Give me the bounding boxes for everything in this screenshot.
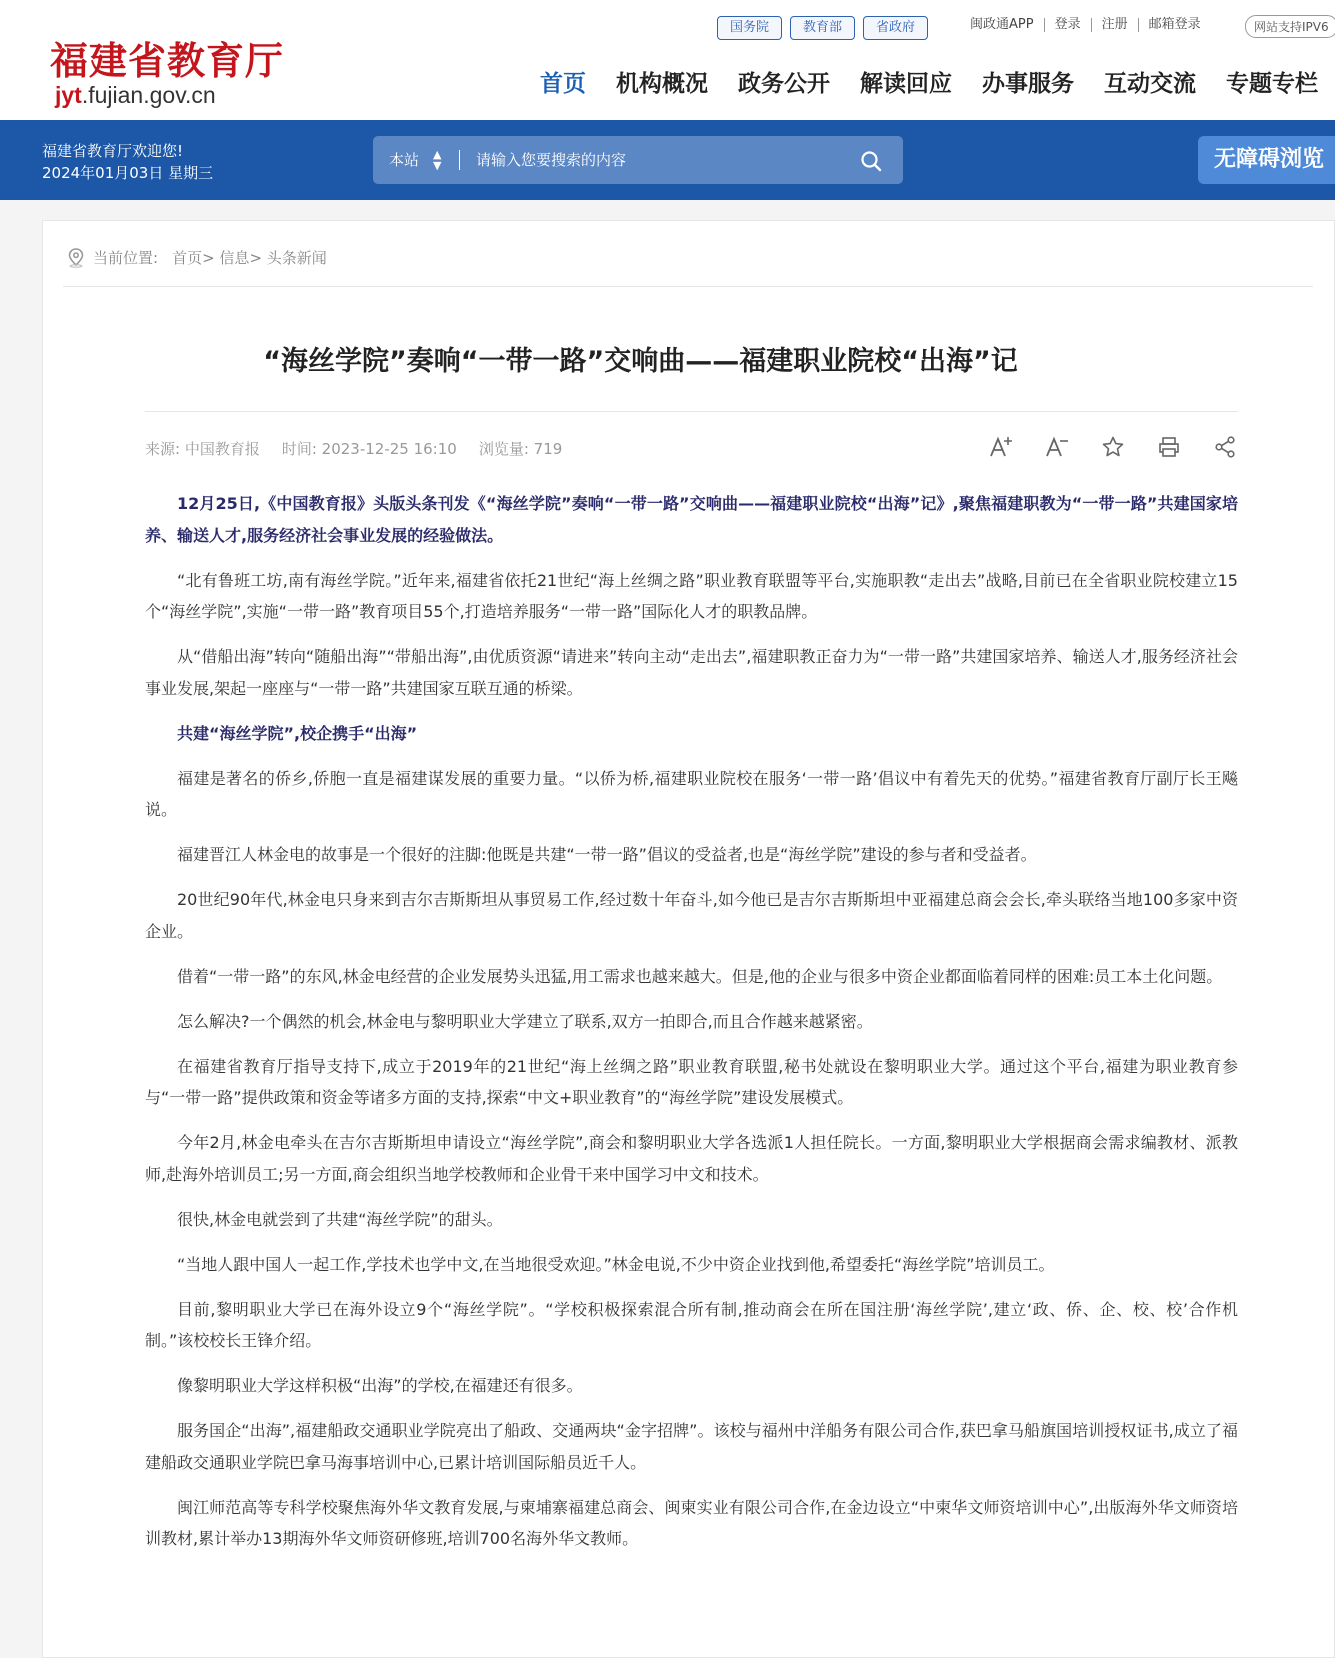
accessibility-button[interactable]: 无障碍浏览 xyxy=(1198,136,1335,184)
article-tools xyxy=(988,434,1238,460)
nav-gov-affairs[interactable]: 政务公开 xyxy=(738,71,830,97)
search-band xyxy=(0,120,1335,200)
article-meta xyxy=(145,438,562,459)
favorite-star-icon[interactable] xyxy=(1100,434,1126,460)
search-box xyxy=(373,136,903,184)
article-paragraph: 20世纪90年代,林金电只身来到吉尔吉斯斯坦从事贸易工作,经过数十年奋斗,如今他已是吉尔吉斯斯坦中亚福建总商会会长,牵头联络当地100多家中资企业。 xyxy=(145,890,1238,941)
article-paragraph: 目前,黎明职业大学已在海外设立9个“海丝学院”。“学校积极探索混合所有制,推动商会在所在国注册‘海丝学院’,建立‘政、侨、企、校、校’合作机制。”该校校长王锋介绍。 xyxy=(145,1299,1238,1350)
search-scope-select[interactable]: 本站 xyxy=(389,151,420,169)
main-nav xyxy=(540,65,1318,98)
nav-home[interactable]: 首页 xyxy=(540,71,586,97)
font-decrease-icon[interactable] xyxy=(1044,434,1070,460)
scope-updown-icon[interactable]: ▲ ▼ xyxy=(433,148,442,172)
article-subheading: 共建“海丝学院”,校企携手“出海” xyxy=(177,723,418,743)
article-paragraph: 今年2月,林金电牵头在吉尔吉斯斯坦申请设立“海丝学院”,商会和黎明职业大学各选派1人担任院长。一方面,黎明职业大学根据商会需求编教材、派教师,赴海外培训员工;另一方面,商会组织当地学校教师和企业骨干来中国学习中文和技术。 xyxy=(145,1133,1238,1184)
article-paragraph: “当地人跟中国人一起工作,学技术也学中文,在当地很受欢迎。”林金电说,不少中资企业找到他,希望委托“海丝学院”培训员工。 xyxy=(177,1254,1055,1274)
welcome-text: 福建省教育厅欢迎您! xyxy=(42,142,184,160)
article-paragraph: 闽江师范高等专科学校聚焦海外华文教育发展,与柬埔寨福建总商会、闽柬实业有限公司合作,在金边设立“中柬华文师资培训中心”,出版海外华文师资培训教材,累计举办13期海外华文师资研修班,培训700名海外华文教师。 xyxy=(145,1497,1238,1548)
breadcrumb-home[interactable]: 首页 xyxy=(172,249,203,267)
search-input[interactable]: 请输入您要搜索的内容 xyxy=(476,151,627,169)
breadcrumb-divider xyxy=(63,286,1313,287)
current-date: 2024年01月03日 星期三 xyxy=(42,164,214,182)
article-paragraph: 像黎明职业大学这样积极“出海”的学校,在福建还有很多。 xyxy=(177,1376,583,1395)
article-paragraph: 借着“一带一路”的东风,林金电经营的企业发展势头迅猛,用工需求也越来越大。但是,他的企业与很多中资企业都面临着同样的困难:员工本土化问题。 xyxy=(177,966,1223,986)
breadcrumb xyxy=(67,247,327,268)
breadcrumb-label: 当前位置: xyxy=(93,249,159,267)
nav-interpretation[interactable]: 解读回应 xyxy=(860,71,952,97)
site-header xyxy=(0,0,1335,120)
article-views: 浏览量: 719 xyxy=(478,440,563,458)
search-divider xyxy=(459,150,460,170)
article-source: 来源: 中国教育报 xyxy=(145,440,260,458)
title-divider xyxy=(145,411,1238,412)
breadcrumb-separator: > xyxy=(249,248,267,267)
ipv6-badge: 网站支持IPV6 xyxy=(1245,15,1335,38)
article-paragraph: 服务国企“出海”,福建船政交通职业学院亮出了船政、交通两块“金字招牌”。该校与福州中洋船务有限公司合作,获巴拿马船旗国培训授权证书,成立了福建船政交通职业学院巴拿马海事培训中心,已累计培训国际船员近千人。 xyxy=(145,1421,1238,1472)
article-paragraph: 福建是著名的侨乡,侨胞一直是福建谋发展的重要力量。“以侨为桥,福建职业院校在服务‘一带一路’倡议中有着先天的优势。”福建省教育厅副厅长王飚说。 xyxy=(145,768,1238,819)
welcome-block xyxy=(42,140,213,184)
gov-links xyxy=(717,16,928,40)
site-domain: jyt.fujian.gov.cn xyxy=(55,82,216,108)
location-pin-icon xyxy=(67,248,85,268)
login-link[interactable]: 登录 xyxy=(1045,18,1092,32)
article-paragraph: “北有鲁班工坊,南有海丝学院。”近年来,福建省依托21世纪“海上丝绸之路”职业教育联盟等平台,实施职教“走出去”战略,目前已在全省职业院校建立15个“海丝学院”,实施“一带一路”教育项目55个,打造培养服务“一带一路”国际化人才的职教品牌。 xyxy=(145,570,1238,621)
print-icon[interactable] xyxy=(1156,434,1182,460)
gov-link-moe[interactable]: 教育部 xyxy=(790,16,855,40)
breadcrumb-headline[interactable]: 头条新闻 xyxy=(266,249,327,267)
nav-interaction[interactable]: 互动交流 xyxy=(1104,71,1196,97)
mail-login-link[interactable]: 邮箱登录 xyxy=(1148,17,1201,32)
article-paragraph: 在福建省教育厅指导支持下,成立于2019年的21世纪“海上丝绸之路”职业教育联盟,秘书处就设在黎明职业大学。通过这个平台,福建为职业教育参与“一带一路”提供政策和资金等诸多方面的支持,探索“中文+职业教育”的“海丝学院”建设发展模式。 xyxy=(145,1056,1238,1107)
top-links xyxy=(960,18,1211,32)
article-paragraph: 从“借船出海”转向“随船出海”“带船出海”,由优质资源“请进来”转向主动“走出去”,福建职教正奋力为“一带一路”共建国家培养、输送人才,服务经济社会事业发展,架起一座座与“一带一路”共建国家互联互通的桥梁。 xyxy=(145,647,1238,698)
search-icon[interactable] xyxy=(859,149,883,173)
article-body xyxy=(145,488,1238,1568)
breadcrumb-info[interactable]: 信息 xyxy=(219,249,250,267)
article-time: 时间: 2023-12-25 16:10 xyxy=(281,440,457,458)
mzt-app-link[interactable]: 闽政通APP xyxy=(960,18,1045,32)
register-link[interactable]: 注册 xyxy=(1092,18,1139,32)
article-lead-paragraph: 12月25日,《中国教育报》头版头条刊发《“海丝学院”奏响“一带一路”交响曲——福建职业院校“出海”记》,聚焦福建职教为“一带一路”共建国家培养、输送人才,服务经济社会事业发展的经验做法。 xyxy=(145,494,1238,545)
article-title: “海丝学院”奏响“一带一路”交响曲——福建职业院校“出海”记 xyxy=(263,346,1018,377)
nav-services[interactable]: 办事服务 xyxy=(982,71,1074,97)
breadcrumb-separator: > xyxy=(202,248,220,267)
nav-topics[interactable]: 专题专栏 xyxy=(1226,71,1318,97)
article-paragraph: 福建晋江人林金电的故事是一个很好的注脚:他既是共建“一带一路”倡议的受益者,也是“海丝学院”建设的参与者和受益者。 xyxy=(177,845,1037,864)
gov-link-state-council[interactable]: 国务院 xyxy=(717,16,782,40)
share-icon[interactable] xyxy=(1212,434,1238,460)
site-logo[interactable]: 福建省教育厅 xyxy=(50,38,285,83)
article-paragraph: 很快,林金电就尝到了共建“海丝学院”的甜头。 xyxy=(177,1209,503,1229)
nav-overview[interactable]: 机构概况 xyxy=(616,71,708,97)
font-increase-icon[interactable] xyxy=(988,434,1014,460)
content-card xyxy=(42,220,1335,1658)
gov-link-province[interactable]: 省政府 xyxy=(863,16,928,40)
article-paragraph: 怎么解决?一个偶然的机会,林金电与黎明职业大学建立了联系,双方一拍即合,而且合作越来越紧密。 xyxy=(177,1011,873,1031)
